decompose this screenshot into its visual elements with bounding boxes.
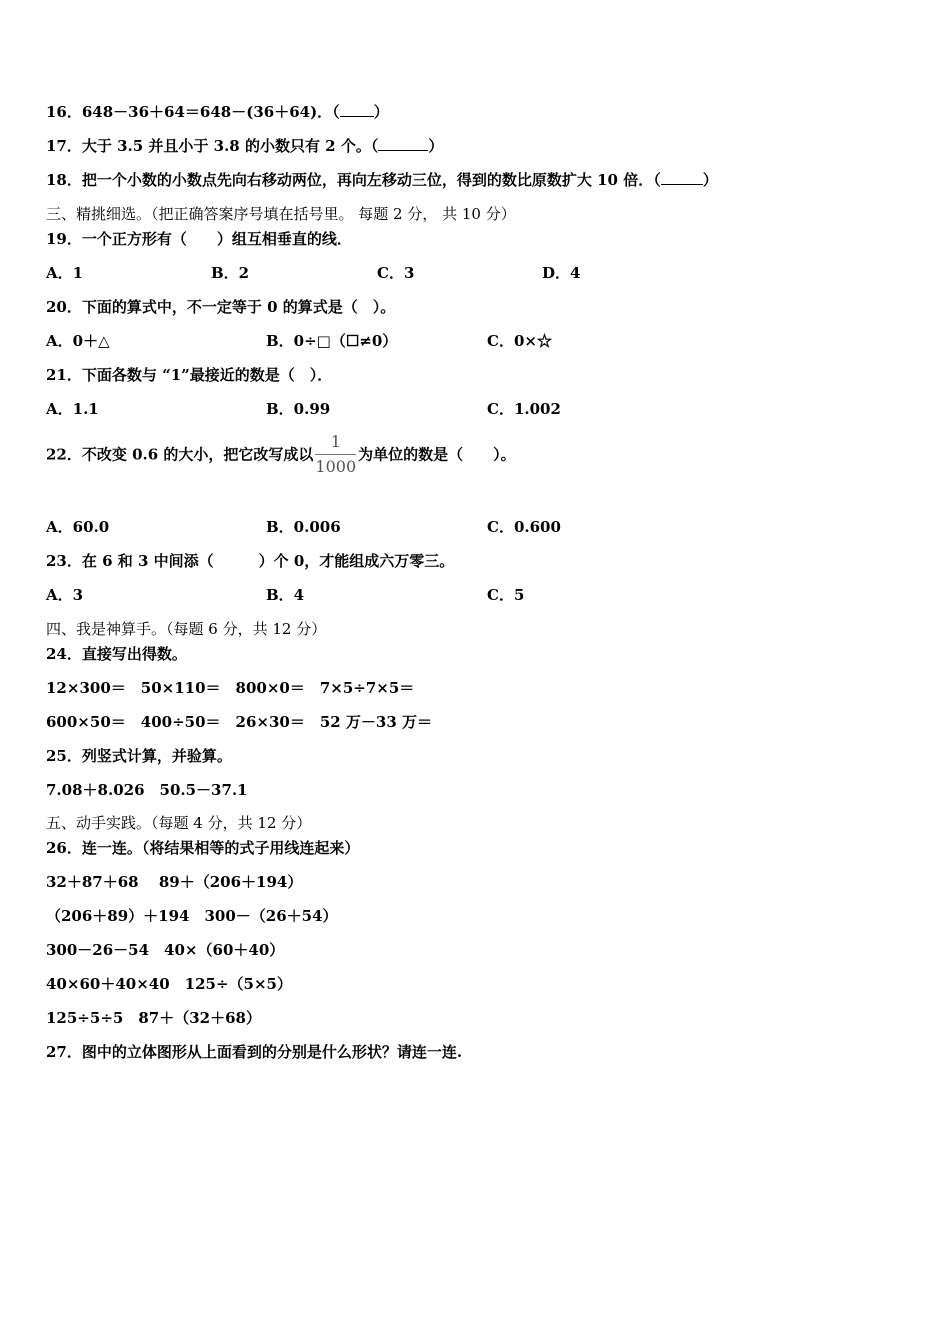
question-25-row-1: 7.08＋8.026 50.5－37.1 <box>46 781 248 799</box>
option-a[interactable]: A．60.0 <box>46 518 110 536</box>
question-24-row-2: 600×50＝ 400÷50＝ 26×30＝ 52 万－33 万＝ <box>46 713 433 731</box>
question-20-stem: 20．下面的算式中，不一定等于 0 的算式是（ ）。 <box>46 298 396 316</box>
question-21-stem: 21．下面各数与 “1”最接近的数是（ ）． <box>46 366 333 384</box>
question-25-stem: 25．列竖式计算，并验算。 <box>46 747 232 765</box>
option-b[interactable]: B．0.006 <box>266 518 341 536</box>
question-22-text: 22．不改变 0.6 的大小，把它改写成以 <box>46 445 314 464</box>
question-24-row-1: 12×300＝ 50×110＝ 800×0＝ 7×5÷7×5＝ <box>46 679 415 697</box>
question-16-text: 16．648－36＋64＝648－(36＋64)．（ <box>46 103 340 121</box>
question-26-row: 300－26－54 40×（60＋40） <box>46 941 285 959</box>
option-c[interactable]: C．0×☆ <box>487 332 552 350</box>
question-22-text-end: 为单位的数是（ ）。 <box>358 445 516 464</box>
option-c[interactable]: C．1.002 <box>487 400 561 418</box>
question-18-text: 18．把一个小数的小数点先向右移动两位，再向左移动三位，得到的数比原数扩大 10 倍．（ <box>46 171 661 189</box>
option-a[interactable]: A．1.1 <box>46 400 99 418</box>
option-b[interactable]: B．0÷□（☐≠0） <box>266 332 398 350</box>
question-19-options <box>46 263 926 283</box>
question-24-stem: 24．直接写出得数。 <box>46 645 187 663</box>
question-26-row: （206＋89）＋194 300－（26＋54） <box>46 907 338 925</box>
option-c[interactable]: C．3 <box>377 264 415 282</box>
question-27-stem: 27．图中的立体图形从上面看到的分别是什么形状？请连一连. <box>46 1043 463 1061</box>
fraction <box>315 432 356 477</box>
question-26-row: 32＋87＋68 89＋（206＋194） <box>46 873 303 891</box>
question-26-row: 40×60＋40×40 125÷（5×5） <box>46 975 292 993</box>
option-a[interactable]: A．3 <box>46 586 84 604</box>
question-17-close: ） <box>428 137 444 155</box>
question-17 <box>46 136 443 156</box>
question-21-options <box>46 399 926 419</box>
fraction-numerator: 1 <box>330 432 341 451</box>
question-23-stem: 23．在 6 和 3 中间添（ ）个 0，才能组成六万零三。 <box>46 552 455 570</box>
option-b[interactable]: B．4 <box>266 586 305 604</box>
question-16 <box>46 102 389 122</box>
question-17-text: 17．大于 3.5 并且小于 3.8 的小数只有 2 个。（ <box>46 137 379 155</box>
section-3-heading: 三、精挑细选。（把正确答案序号填在括号里。 每题 2 分， 共 10 分） <box>46 205 516 223</box>
option-a[interactable]: A．0＋△ <box>46 332 110 350</box>
question-22-options <box>46 517 926 537</box>
question-16-close: ） <box>373 103 389 121</box>
answer-blank[interactable] <box>340 102 374 117</box>
section-4-heading: 四、我是神算手。（每题 6 分，共 12 分） <box>46 620 327 638</box>
question-19-stem: 19．一个正方形有（ ）组互相垂直的线． <box>46 230 352 248</box>
option-c[interactable]: C．5 <box>487 586 525 604</box>
answer-blank[interactable] <box>661 170 703 185</box>
option-d[interactable]: D．4 <box>542 264 581 282</box>
question-18 <box>46 170 718 190</box>
question-26-row: 125÷5÷5 87＋（32＋68） <box>46 1009 261 1027</box>
question-23-options <box>46 585 926 605</box>
question-18-close: ） <box>702 171 718 189</box>
fraction-denominator: 1000 <box>315 454 356 477</box>
option-a[interactable]: A．1 <box>46 264 84 282</box>
question-20-options <box>46 331 926 351</box>
option-b[interactable]: B．2 <box>211 264 250 282</box>
answer-blank[interactable] <box>378 136 428 151</box>
section-5-heading: 五、动手实践。（每题 4 分，共 12 分） <box>46 814 312 832</box>
option-b[interactable]: B．0.99 <box>266 400 331 418</box>
question-22-stem <box>46 432 516 477</box>
option-c[interactable]: C．0.600 <box>487 518 561 536</box>
question-26-stem: 26．连一连。（将结果相等的式子用线连起来） <box>46 839 360 857</box>
